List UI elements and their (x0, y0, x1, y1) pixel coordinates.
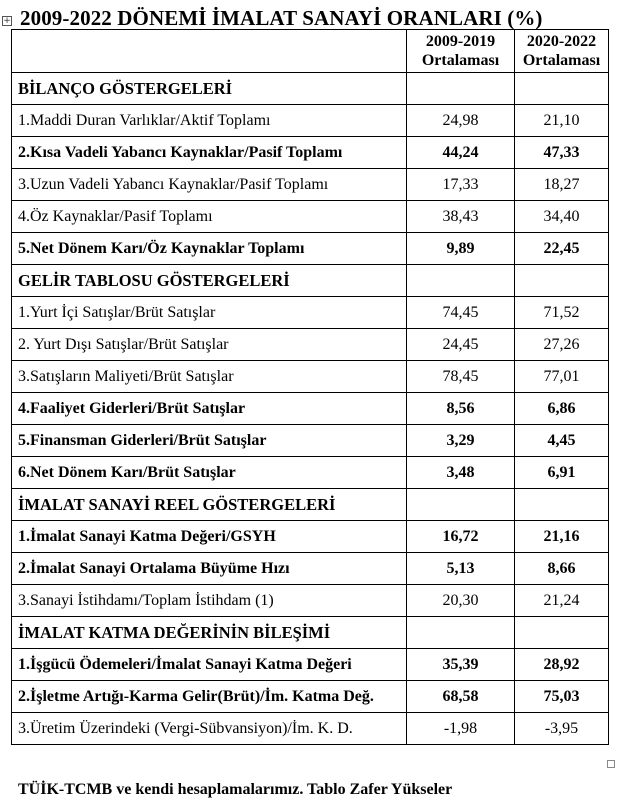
table-row (12, 201, 609, 233)
value-2020-2022: 4,45 (515, 425, 609, 457)
header-empty-cell (12, 30, 407, 73)
value-2020-2022: 75,03 (515, 681, 609, 713)
table-row (12, 393, 609, 425)
value-2009-2019: 16,72 (407, 521, 515, 553)
value-2009-2019: 68,58 (407, 681, 515, 713)
value-2009-2019: 78,45 (407, 361, 515, 393)
empty-cell (407, 617, 515, 649)
header-col1-line1: 2009-2019 (425, 33, 496, 50)
value-2009-2019: 17,33 (407, 169, 515, 201)
value-2009-2019: 38,43 (407, 201, 515, 233)
value-2020-2022: 21,10 (515, 105, 609, 137)
table-row (12, 425, 609, 457)
value-2009-2019: 20,30 (407, 585, 515, 617)
empty-cell (515, 265, 609, 297)
table-row (12, 169, 609, 201)
row-label: 2. Yurt Dışı Satışlar/Brüt Satışlar (12, 329, 407, 361)
value-2020-2022: 34,40 (515, 201, 609, 233)
row-label: 4.Faaliyet Giderleri/Brüt Satışlar (12, 393, 407, 425)
value-2009-2019: 3,29 (407, 425, 515, 457)
section-title: İMALAT KATMA DEĞERİNİN BİLEŞİMİ (12, 617, 407, 649)
value-2009-2019: 24,98 (407, 105, 515, 137)
header-col-2020-2022 (515, 30, 609, 73)
table-row (12, 329, 609, 361)
value-2009-2019: 74,45 (407, 297, 515, 329)
row-label: 3.Üretim Üzerindeki (Vergi-Sübvansiyon)/İm. K. D. (12, 713, 407, 745)
table-row (12, 361, 609, 393)
ratios-table (11, 29, 609, 745)
section-title: GELİR TABLOSU GÖSTERGELERİ (12, 265, 407, 297)
empty-cell (407, 73, 515, 105)
row-label: 4.Öz Kaynaklar/Pasif Toplamı (12, 201, 407, 233)
value-2009-2019: 35,39 (407, 649, 515, 681)
value-2020-2022: 28,92 (515, 649, 609, 681)
header-col2-line2: Ortalaması (522, 52, 601, 69)
value-2020-2022: 47,33 (515, 137, 609, 169)
row-label: 1.İşgücü Ödemeleri/İmalat Sanayi Katma Değeri (12, 649, 407, 681)
empty-cell (515, 73, 609, 105)
table-move-handle[interactable]: + (3, 16, 11, 26)
row-label: 1.Maddi Duran Varlıklar/Aktif Toplamı (12, 105, 407, 137)
value-2020-2022: 18,27 (515, 169, 609, 201)
value-2009-2019: 44,24 (407, 137, 515, 169)
table-row (12, 297, 609, 329)
empty-cell (407, 489, 515, 521)
table-row (12, 457, 609, 489)
value-2020-2022: 71,52 (515, 297, 609, 329)
row-label: 2.İşletme Artığı-Karma Gelir(Brüt)/İm. Katma Değ. (12, 681, 407, 713)
section-row (12, 617, 609, 649)
row-label: 6.Net Dönem Karı/Brüt Satışlar (12, 457, 407, 489)
section-row (12, 73, 609, 105)
row-label: 3.Satışların Maliyeti/Brüt Satışlar (12, 361, 407, 393)
value-2020-2022: 21,24 (515, 585, 609, 617)
table-row (12, 713, 609, 745)
row-label: 1.Yurt İçi Satışlar/Brüt Satışlar (12, 297, 407, 329)
value-2020-2022: 6,86 (515, 393, 609, 425)
table-row (12, 681, 609, 713)
source-footnote: TÜİK-TCMB ve kendi hesaplamalarımız. Tablo Zafer Yükseler (18, 781, 453, 798)
row-label: 2.İmalat Sanayi Ortalama Büyüme Hızı (12, 553, 407, 585)
table-row (12, 105, 609, 137)
value-2009-2019: 3,48 (407, 457, 515, 489)
value-2020-2022: -3,95 (515, 713, 609, 745)
row-label: 1.İmalat Sanayi Katma Değeri/GSYH (12, 521, 407, 553)
row-label: 5.Finansman Giderleri/Brüt Satışlar (12, 425, 407, 457)
row-label: 3.Sanayi İstihdamı/Toplam İstihdam (1) (12, 585, 407, 617)
empty-cell (407, 265, 515, 297)
table-row (12, 233, 609, 265)
row-label: 5.Net Dönem Karı/Öz Kaynaklar Toplamı (12, 233, 407, 265)
row-label: 3.Uzun Vadeli Yabancı Kaynaklar/Pasif Toplamı (12, 169, 407, 201)
value-2009-2019: 9,89 (407, 233, 515, 265)
table-row (12, 649, 609, 681)
section-row (12, 489, 609, 521)
header-col-2009-2019 (407, 30, 515, 73)
table-resize-handle[interactable] (607, 760, 615, 768)
section-title: BİLANÇO GÖSTERGELERİ (12, 73, 407, 105)
value-2009-2019: -1,98 (407, 713, 515, 745)
empty-cell (515, 617, 609, 649)
value-2020-2022: 6,91 (515, 457, 609, 489)
table-header-row (12, 30, 609, 73)
header-col2-line1: 2020-2022 (526, 33, 597, 50)
value-2020-2022: 22,45 (515, 233, 609, 265)
header-col1-line2: Ortalaması (421, 52, 500, 69)
value-2009-2019: 8,56 (407, 393, 515, 425)
value-2009-2019: 24,45 (407, 329, 515, 361)
value-2020-2022: 27,26 (515, 329, 609, 361)
value-2020-2022: 21,16 (515, 521, 609, 553)
section-title: İMALAT SANAYİ REEL GÖSTERGELERİ (12, 489, 407, 521)
value-2020-2022: 77,01 (515, 361, 609, 393)
table-row (12, 553, 609, 585)
value-2020-2022: 8,66 (515, 553, 609, 585)
section-row (12, 265, 609, 297)
value-2009-2019: 5,13 (407, 553, 515, 585)
table-row (12, 521, 609, 553)
table-row (12, 585, 609, 617)
table-row (12, 137, 609, 169)
empty-cell (515, 489, 609, 521)
page-title: 2009-2022 DÖNEMİ İMALAT SANAYİ ORANLARI (%) (20, 6, 543, 30)
row-label: 2.Kısa Vadeli Yabancı Kaynaklar/Pasif Toplamı (12, 137, 407, 169)
